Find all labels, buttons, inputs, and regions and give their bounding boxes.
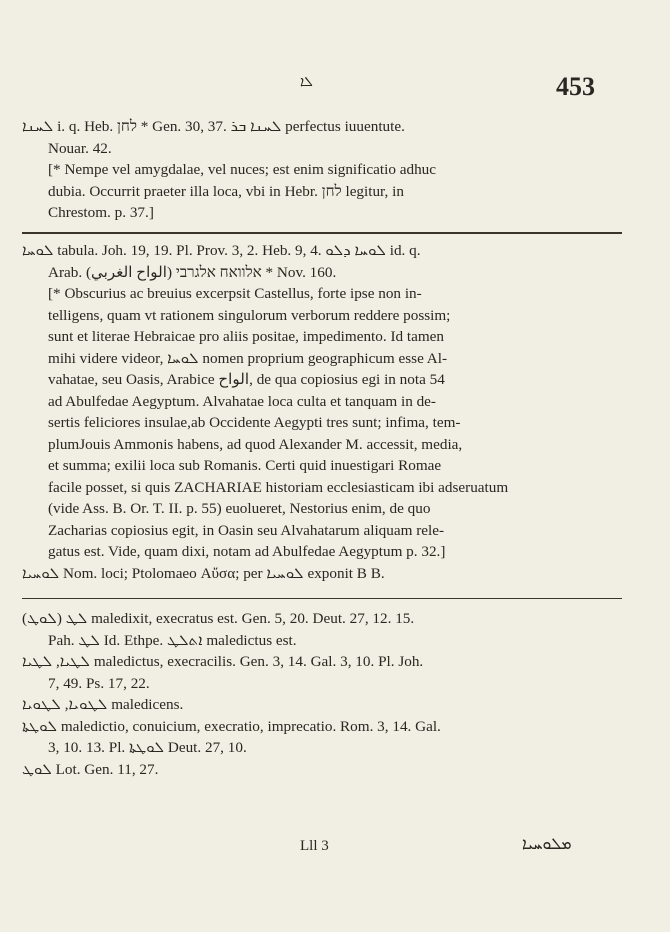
text-line: Zacharias copiosius egit, in Oasin seu Alvahatarum aliquam rele- xyxy=(48,521,445,539)
text-line: sertis feliciores insulae,ab Occidente Aegypti tres sunt; infima, tem- xyxy=(48,414,461,431)
text-line: mihi videre videor, ܠܘܚܐ nomen proprium geographicum esse Al- xyxy=(48,349,448,367)
page-number: 453 xyxy=(556,72,595,101)
divider-rule xyxy=(22,232,622,234)
text-line: ܠܛܝܐ, ܠܛܝܐ maledictus, execracilis. Gen. 3, 14. Gal. 3, 10. Pl. Joh. xyxy=(22,653,424,670)
text-line: 7, 49. Ps. 17, 22. xyxy=(48,674,150,692)
signature-mark: Lll 3 xyxy=(300,838,329,854)
text-line: ܠܘܛܬܐ maledictio, conuicium, execratio, imprecatio. Rom. 3, 14. Gal. xyxy=(22,717,441,735)
text-line: plumJouis Ammonis habens, ad quod Alexander M. accessit, media, xyxy=(48,435,463,453)
entry-lahna xyxy=(22,116,630,224)
text-line: Pah. ܠܛ Id. Ethpe. ܐܬܠܛ maledictus est. xyxy=(48,631,297,649)
text-line: telligens, quam vt rationem singulorum verborum reddere possim; xyxy=(48,306,451,324)
text-line: (vide Ass. B. Or. T. II. p. 55) euolueret, Nestorius enim, de quo xyxy=(48,500,431,517)
divider-rule xyxy=(22,598,622,599)
running-head: ܠܐ xyxy=(300,74,313,90)
text-line: gatus est. Vide, quam dixi, notam ad Abulfedae Aegyptum p. 32.] xyxy=(48,543,446,560)
text-line: sunt et literae Hebraicae pro aliis positae, impedimento. Id tamen xyxy=(48,328,445,345)
text-line: Arab. אלוואח אלגרבי (الواح الغربي) * Nov. 160. xyxy=(48,263,337,281)
text-line: ܠܘܚܐ tabula. Joh. 19, 19. Pl. Prov. 3, 2. Heb. 9, 4. ܠܘܚܐ ܕܠܘ id. q. xyxy=(22,242,421,259)
entry-luha xyxy=(22,240,630,584)
text-line: dubia. Occurrit praeter illa loca, vbi in Hebr. לחן legitur, in xyxy=(48,182,404,200)
text-line: [* Obscurius ac breuius excerpsit Castellus, forte ipse non in- xyxy=(48,285,422,302)
text-line: [* Nempe vel amygdalae, vel nuces; est enim significatio adhuc xyxy=(48,161,436,178)
entry-lat xyxy=(22,608,630,780)
text-line: Chrestom. p. 37.] xyxy=(48,204,154,221)
text-line: ܠܘܛ Lot. Gen. 11, 27. xyxy=(22,760,159,778)
text-line: (ܠܘܛ) ܠܛ maledixit, execratus est. Gen. 5, 20. Deut. 27, 12. 15. xyxy=(22,610,415,627)
text-line: vahatae, seu Oasis, Arabice الواح, de qua copiosius egi in nota 54 xyxy=(48,371,445,388)
text-line: ad Abulfedae Aegyptum. Alvahatae loca culta et tanquam in de- xyxy=(48,392,436,410)
text-line: Nouar. 42. xyxy=(48,139,112,157)
text-line: et summa; exilii loca sub Romanis. Certi quid inuestigari Romae xyxy=(48,457,442,474)
text-line: ܠܛܘܝܐ, ܠܛܘܝܐ maledicens. xyxy=(22,696,184,713)
text-line: 3, 10. 13. Pl. ܠܘܛܬܐ Deut. 27, 10. xyxy=(48,739,247,756)
catchword: ܡܠܘܚܝܐ xyxy=(522,834,572,853)
text-line: ܠܚܢܐ i. q. Heb. לחן * Gen. 30, 37. ܠܚܢܐ ܒܪ perfectus iuuentute. xyxy=(22,118,405,135)
text-line: facile posset, si quis ZACHARIAE historiam ecclesiasticam ibi adseruatum xyxy=(48,478,509,496)
text-line: ܠܘܚܝܐ Nom. loci; Ptolomaeo Αὔσα; per ܠܘܚܝܐ exponit B B. xyxy=(22,564,385,582)
